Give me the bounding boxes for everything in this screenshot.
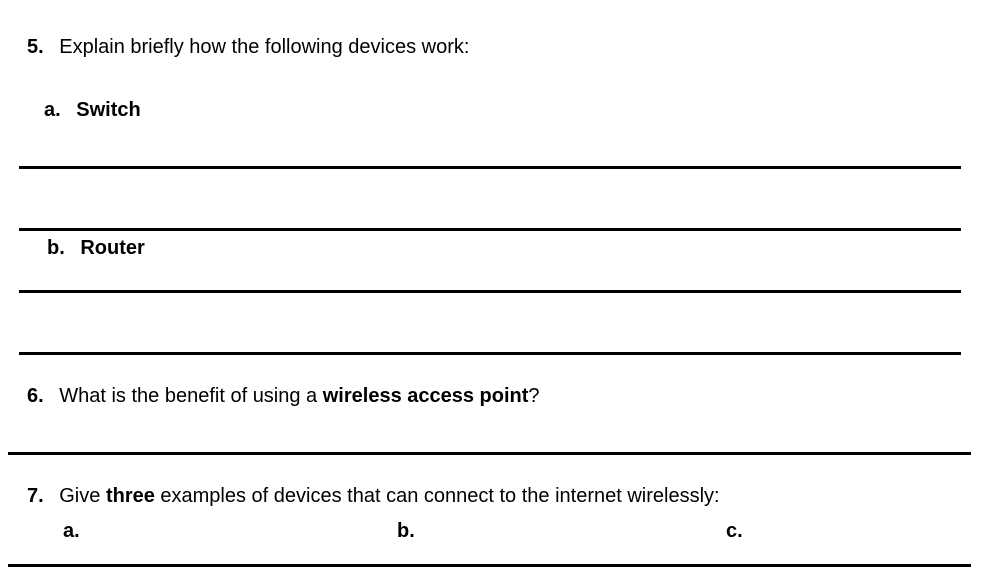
- question-5-text: Explain briefly how the following devices work:: [59, 36, 470, 58]
- item-7c-marker: c.: [726, 520, 743, 542]
- item-5a-marker: a.: [44, 99, 61, 121]
- question-5-number: 5.: [27, 36, 44, 58]
- question-6-text-after: ?: [528, 385, 540, 407]
- question-6-number: 6.: [27, 385, 44, 407]
- question-7-text: [59, 485, 719, 507]
- question-7-keyword: three: [105, 485, 155, 507]
- item-5a-label: Switch: [76, 99, 141, 121]
- question-5: [27, 35, 469, 59]
- question-6-text: [59, 385, 539, 407]
- item-5a: [44, 98, 141, 122]
- question-6-keyword: wireless access point: [322, 385, 529, 407]
- item-7b-marker: b.: [397, 520, 415, 542]
- question-7-number: 7.: [27, 485, 44, 507]
- answer-line-5b-1[interactable]: [19, 290, 961, 293]
- question-6: [27, 384, 540, 408]
- question-6-text-before: What is the benefit of using a: [59, 385, 323, 407]
- answer-line-5a-2[interactable]: [19, 228, 961, 231]
- item-5b-label: Router: [80, 237, 145, 259]
- item-7a-marker: a.: [63, 520, 80, 542]
- question-7: [27, 484, 720, 508]
- item-5b: [47, 236, 145, 260]
- answer-line-5a-1[interactable]: [19, 166, 961, 169]
- item-5b-marker: b.: [47, 237, 65, 259]
- answer-line-6[interactable]: [8, 452, 971, 455]
- answer-line-7[interactable]: [8, 564, 971, 567]
- question-7-text-after: examples of devices that can connect to the internet wirelessly:: [154, 485, 720, 507]
- question-7-text-before: Give: [59, 485, 106, 507]
- answer-line-5b-2[interactable]: [19, 352, 961, 355]
